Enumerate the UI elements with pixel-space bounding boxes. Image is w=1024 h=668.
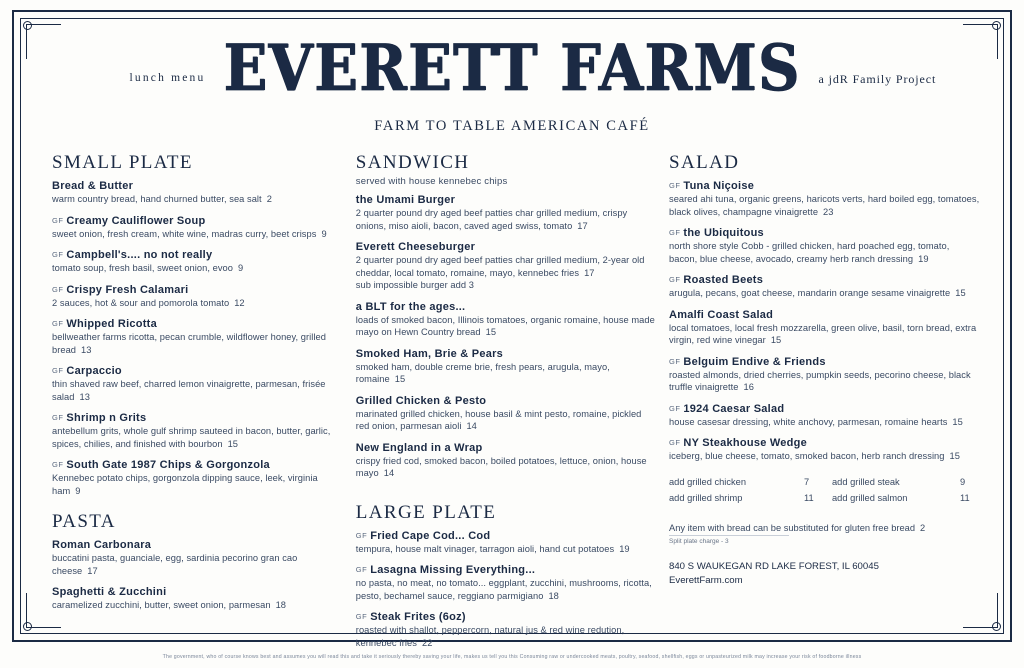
item-price: 19 (619, 543, 630, 554)
item-substitution-note: sub impossible burger add 3 (355, 280, 474, 290)
item-price: 15 (955, 288, 966, 298)
gluten-free-icon: GF (52, 319, 64, 328)
menu-item (52, 412, 344, 450)
menu-item (669, 403, 980, 429)
item-name: Crispy Fresh Calamari (66, 283, 189, 296)
health-disclaimer: The government, who of course knows best and assumes you will read this and take it seriously thereby saving your life, makes us tell you this Consuming raw or undercooked meats, poultry, seafood, shellfish, eggs or unpasteurized milk may increase your risk of foodborne illness (162, 654, 862, 660)
item-name: Smoked Ham, Brie & Pears (355, 347, 504, 360)
item-price: 15 (949, 451, 960, 461)
address-line: 840 S WAUKEGAN RD LAKE FOREST, IL 60045 (669, 560, 879, 572)
menu-item (669, 274, 980, 300)
menu-item (52, 215, 344, 241)
item-name: New England in a Wrap (355, 441, 483, 454)
menu-item (356, 241, 657, 292)
item-name: South Gate 1987 Chips & Gorgonzola (66, 459, 270, 471)
item-description: crispy fried cod, smoked bacon, boiled potatoes, lettuce, onion, house mayo (355, 455, 647, 478)
section-title-small-plate: SMALL PLATE (52, 152, 193, 173)
item-description: thin shaved raw beef, charred lemon vinaigrette, parmesan, frisée salad (52, 379, 326, 402)
item-price: 14 (466, 421, 477, 431)
item-description: tempura, house malt vinager, tarragon aioli, hand cut potatoes (355, 543, 615, 554)
item-name: a BLT for the ages... (355, 300, 466, 313)
item-name: Spaghetti & Zucchini (52, 586, 167, 598)
item-description: seared ahi tuna, organic greens, haricots verts, hard boiled egg, tomatoes, black olives, champagne vinaigrette (669, 194, 980, 217)
item-name: Amalfi Coast Salad (669, 308, 774, 321)
item-price: 15 (485, 327, 497, 337)
item-price: 9 (237, 263, 244, 273)
menu-item (669, 356, 980, 394)
gluten-free-note (669, 523, 980, 545)
menu-item (52, 586, 344, 612)
menu-item (52, 365, 344, 403)
restaurant-tagline: FARM TO TABLE AMERICAN CAFÉ (374, 118, 650, 134)
item-price: 15 (227, 438, 239, 449)
menu-item (52, 318, 344, 356)
item-price: 16 (743, 382, 754, 392)
menu-item (52, 284, 344, 310)
gluten-free-icon: GF (669, 181, 681, 190)
gluten-free-icon: GF (669, 403, 681, 413)
addon-price: 7 (804, 476, 810, 487)
menu-item (356, 194, 657, 232)
item-description: marinated grilled chicken, house basil & mint pesto, romaine, pickled red onion, parmesan aioli (355, 408, 642, 431)
menu-item (52, 249, 344, 275)
item-price: 9 (321, 228, 327, 239)
menu-item (356, 530, 657, 556)
restaurant-address (669, 560, 980, 588)
item-name: Whipped Ricotta (66, 318, 157, 330)
item-description: roasted almonds, dried cherries, pumpkin seeds, pecorino cheese, black truffle vinaigrette (669, 369, 971, 392)
gluten-free-icon: GF (52, 215, 64, 225)
addon-price: 11 (804, 492, 814, 503)
item-name: Creamy Cauliflower Soup (66, 214, 206, 227)
item-description: bellweather farms ricotta, pecan crumble, wildflower honey, grilled bread (52, 332, 326, 355)
item-name: Shrimp n Grits (66, 412, 147, 424)
menu-item (356, 301, 657, 339)
item-name: Fried Cape Cod... Cod (370, 529, 491, 542)
gluten-free-icon: GF (669, 275, 681, 284)
addon-label: add grilled salmon (832, 492, 908, 503)
split-plate-note: Split plate charge - 3 (669, 535, 789, 545)
menu-item (52, 539, 344, 577)
section-title-pasta: PASTA (52, 511, 116, 532)
item-description: caramelized zucchini, butter, sweet onion, parmesan (52, 600, 271, 610)
sandwich-section-note: served with house kennebec chips (355, 176, 508, 187)
addon-label: add grilled chicken (669, 476, 747, 487)
item-name: Bread & Butter (52, 180, 134, 192)
section-title-large-plate: LARGE PLATE (355, 501, 497, 523)
gluten-free-icon: GF (669, 438, 681, 447)
gluten-free-icon: GF (52, 284, 64, 294)
gluten-free-icon: GF (52, 460, 64, 469)
item-price: 17 (87, 565, 98, 576)
lunch-menu-label: lunch menu (129, 72, 206, 84)
item-description: warm country bread, hand churned butter, sea salt (52, 194, 262, 204)
item-name: Carpaccio (66, 365, 122, 377)
menu-item (52, 180, 344, 206)
restaurant-title: EVERETT FARMS (223, 30, 801, 106)
gluten-free-note-text: Any item with bread can be substituted for gluten free bread (669, 522, 915, 533)
addon-label: add grilled shrimp (669, 492, 743, 503)
item-price: 2 (266, 194, 272, 204)
item-description: 2 sauces, hot & sour and pomorola tomato (52, 297, 230, 308)
item-name: Tuna Niçoise (683, 180, 755, 192)
column-center (355, 152, 669, 648)
salad-addons (669, 476, 980, 505)
menu-item (356, 611, 657, 649)
menu-item (669, 437, 980, 463)
item-price: 13 (79, 391, 90, 402)
project-label: a jdR Family Project (818, 72, 937, 86)
item-price: 19 (918, 253, 929, 264)
menu-header (40, 30, 984, 134)
item-price: 22 (421, 637, 433, 648)
addon-price: 11 (960, 492, 970, 503)
item-description: north shore style Cobb - grilled chicken, hard poached egg, tomato, bacon, blue cheese, avocado, creamy herb ranch dressing (669, 241, 950, 264)
item-price: 23 (823, 206, 834, 217)
gluten-free-icon: GF (52, 413, 64, 422)
gluten-free-icon: GF (52, 366, 64, 375)
item-price: 15 (394, 374, 406, 384)
item-name: Campbell's.... no not really (66, 249, 213, 261)
menu-item (356, 564, 657, 602)
item-description: antebellum grits, whole gulf shrimp sauteed in bacon, butter, garlic, spices, chilies, and finished with bourbon (52, 426, 331, 449)
gluten-free-note-price: 2 (920, 522, 926, 533)
menu-item (669, 180, 980, 218)
item-description: arugula, pecans, goat cheese, mandarin orange sesame vinaigrette (669, 288, 951, 298)
restaurant-logo (223, 30, 801, 135)
item-price: 13 (81, 344, 92, 355)
gluten-free-icon: GF (669, 228, 681, 237)
item-price: 17 (584, 267, 595, 278)
gluten-free-icon: GF (355, 612, 368, 621)
gluten-free-icon: GF (355, 565, 368, 574)
item-price: 18 (275, 600, 287, 610)
item-description: roasted with shallot, peppercorn, natural jus & red wine redution, kennebec fries (355, 625, 625, 648)
item-name: Belguim Endive & Friends (683, 355, 826, 368)
item-price: 17 (577, 220, 588, 231)
section-title-sandwich: SANDWICH (355, 152, 470, 173)
menu-item (52, 459, 344, 497)
item-description: Kennebec potato chips, gorgonzola dipping sauce, leek, virginia ham (52, 473, 318, 496)
item-name: Lasagna Missing Everything... (370, 564, 536, 576)
item-description: 2 quarter pound dry aged beef patties char grilled medium, crispy onions, miso aioli, bacon, caved aged swiss, tomato (355, 208, 628, 231)
column-right (669, 152, 980, 616)
item-name: the Ubiquitous (683, 227, 764, 239)
item-name: NY Steakhouse Wedge (683, 437, 807, 449)
menu-item (356, 395, 657, 433)
item-price: 9 (75, 485, 81, 496)
addon-label: add grilled steak (832, 476, 900, 487)
column-left (52, 152, 356, 616)
item-description: house casesar dressing, white anchovy, parmesan, romaine hearts (669, 416, 948, 427)
item-price: 18 (548, 590, 559, 601)
gluten-free-icon: GF (669, 356, 681, 366)
item-description: no pasta, no meat, no tomato... eggplant, zucchini, mushrooms, ricotta, pesto, bechamel sauce, reggiano parmigiano (355, 578, 652, 601)
section-title-salad: SALAD (669, 152, 740, 173)
item-name: 1924 Caesar Salad (683, 402, 785, 415)
item-description: iceberg, blue cheese, tomato, smoked bacon, herb ranch dressing (669, 451, 945, 461)
gluten-free-icon: GF (355, 530, 368, 540)
item-name: Everett Cheeseburger (355, 241, 476, 253)
menu-item (669, 309, 980, 347)
item-name: Roman Carbonara (52, 539, 152, 551)
addon-price: 9 (960, 476, 966, 487)
item-description: local tomatoes, local fresh mozzarella, green olive, basil, torn bread, extra virgin, red wine vinegar (669, 322, 977, 345)
item-description: loads of smoked bacon, Illinois tomatoes, organic romaine, house made mayo on Hewn Country bread (355, 314, 655, 337)
item-price: 14 (383, 468, 395, 478)
menu-item (669, 227, 980, 265)
item-price: 12 (234, 297, 245, 308)
item-description: sweet onion, fresh cream, white wine, madras curry, beet crisps (52, 228, 317, 239)
menu-item (356, 348, 657, 386)
item-description: tomato soup, fresh basil, sweet onion, evoo (52, 263, 233, 273)
item-description: 2 quarter pound dry aged beef patties char grilled medium, 2-year old cheddar, local tomato, romaine, mayo, kennebec fries (355, 255, 645, 278)
menu-item (356, 442, 657, 480)
item-description: buccatini pasta, guanciale, egg, sardinia pecorino gran cao cheese (52, 553, 298, 576)
item-name: Steak Frites (6oz) (370, 611, 466, 623)
menu-columns (52, 152, 980, 648)
gluten-free-icon: GF (52, 250, 64, 259)
item-name: Roasted Beets (683, 274, 764, 286)
item-price: 15 (952, 416, 963, 427)
item-name: Grilled Chicken & Pesto (355, 394, 487, 407)
item-description: smoked ham, double creme brie, fresh pears, arugula, mayo, romaine (355, 361, 610, 384)
item-name: the Umami Burger (355, 194, 456, 206)
item-price: 15 (770, 335, 782, 345)
website-link[interactable]: EverettFarm.com (669, 574, 743, 586)
